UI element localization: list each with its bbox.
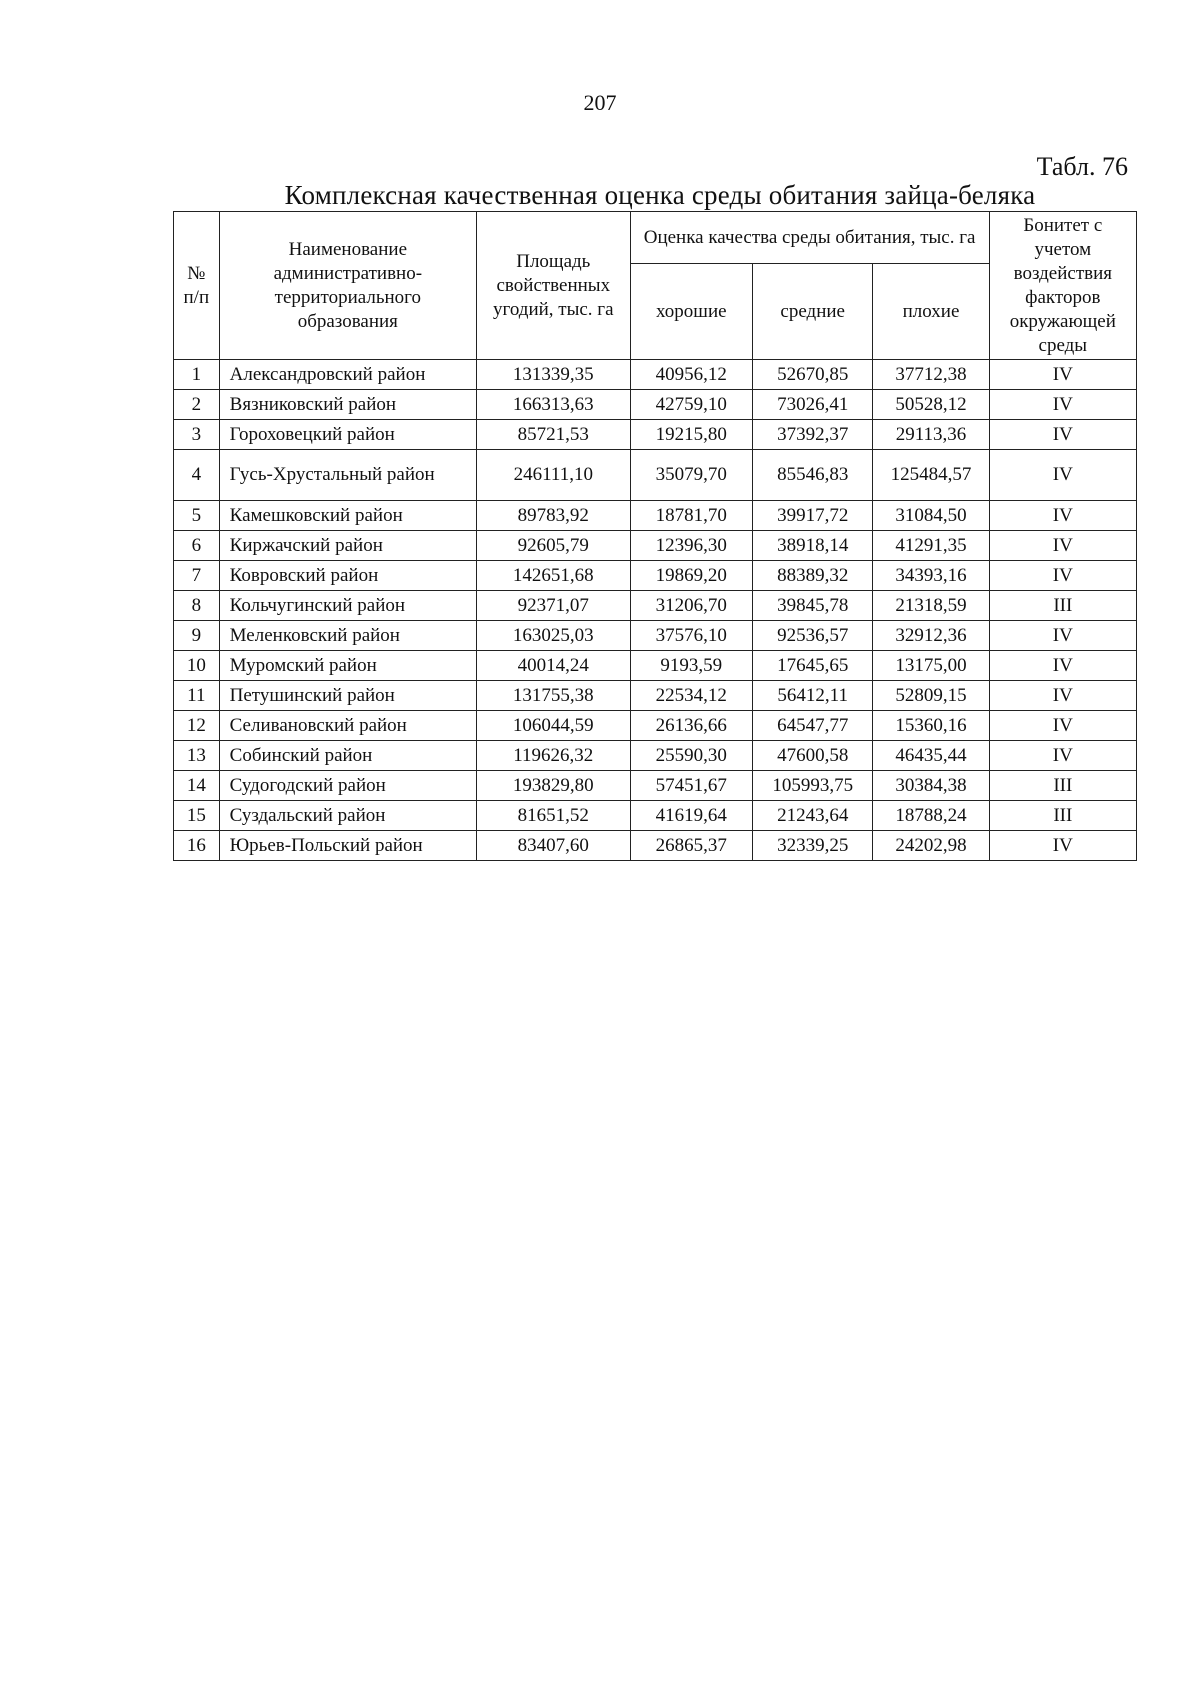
table-row <box>174 711 1137 741</box>
cell-name: Александровский район <box>219 360 476 390</box>
cell-num: 6 <box>174 531 220 561</box>
cell-name: Киржачский район <box>219 531 476 561</box>
cell-num: 5 <box>174 501 220 531</box>
cell-bonitet: IV <box>989 501 1136 531</box>
cell-good: 19215,80 <box>630 420 752 450</box>
cell-medium: 47600,58 <box>753 741 873 771</box>
cell-name: Петушинский район <box>219 681 476 711</box>
cell-medium: 85546,83 <box>753 450 873 501</box>
cell-medium: 32339,25 <box>753 831 873 861</box>
table-row <box>174 771 1137 801</box>
cell-area: 92605,79 <box>477 531 631 561</box>
cell-bonitet: III <box>989 771 1136 801</box>
cell-bonitet: IV <box>989 390 1136 420</box>
cell-num: 16 <box>174 831 220 861</box>
cell-medium: 52670,85 <box>753 360 873 390</box>
cell-medium: 37392,37 <box>753 420 873 450</box>
cell-area: 166313,63 <box>477 390 631 420</box>
cell-area: 246111,10 <box>477 450 631 501</box>
cell-name: Вязниковский район <box>219 390 476 420</box>
cell-bad: 30384,38 <box>873 771 989 801</box>
cell-good: 12396,30 <box>630 531 752 561</box>
cell-bad: 31084,50 <box>873 501 989 531</box>
cell-good: 22534,12 <box>630 681 752 711</box>
cell-area: 142651,68 <box>477 561 631 591</box>
cell-bonitet: IV <box>989 651 1136 681</box>
cell-bonitet: IV <box>989 741 1136 771</box>
cell-num: 2 <box>174 390 220 420</box>
cell-num: 7 <box>174 561 220 591</box>
cell-good: 9193,59 <box>630 651 752 681</box>
table-body <box>174 360 1137 861</box>
cell-area: 40014,24 <box>477 651 631 681</box>
cell-name: Селивановский район <box>219 711 476 741</box>
cell-bonitet: IV <box>989 831 1136 861</box>
table-row <box>174 801 1137 831</box>
cell-medium: 92536,57 <box>753 621 873 651</box>
cell-medium: 38918,14 <box>753 531 873 561</box>
cell-num: 8 <box>174 591 220 621</box>
table-row <box>174 681 1137 711</box>
cell-bonitet: IV <box>989 420 1136 450</box>
cell-name: Камешковский район <box>219 501 476 531</box>
table-row <box>174 651 1137 681</box>
table-title: Комплексная качественная оценка среды обитания зайца-беляка <box>284 180 1036 210</box>
cell-num: 12 <box>174 711 220 741</box>
cell-good: 41619,64 <box>630 801 752 831</box>
cell-name: Меленковский район <box>219 621 476 651</box>
cell-medium: 88389,32 <box>753 561 873 591</box>
cell-bad: 15360,16 <box>873 711 989 741</box>
table-header <box>174 212 1137 360</box>
cell-area: 89783,92 <box>477 501 631 531</box>
cell-bonitet: III <box>989 591 1136 621</box>
table-row <box>174 390 1137 420</box>
cell-num: 1 <box>174 360 220 390</box>
cell-bad: 18788,24 <box>873 801 989 831</box>
cell-medium: 73026,41 <box>753 390 873 420</box>
table-row <box>174 621 1137 651</box>
cell-good: 57451,67 <box>630 771 752 801</box>
cell-area: 131755,38 <box>477 681 631 711</box>
cell-medium: 39845,78 <box>753 591 873 621</box>
header-quality-group: Оценка качества среды обитания, тыс. га <box>630 212 989 264</box>
cell-medium: 64547,77 <box>753 711 873 741</box>
table-row <box>174 420 1137 450</box>
cell-bonitet: IV <box>989 450 1136 501</box>
cell-medium: 105993,75 <box>753 771 873 801</box>
cell-medium: 17645,65 <box>753 651 873 681</box>
cell-num: 9 <box>174 621 220 651</box>
cell-bad: 21318,59 <box>873 591 989 621</box>
table-row <box>174 741 1137 771</box>
header-bad: плохие <box>873 264 989 360</box>
cell-area: 92371,07 <box>477 591 631 621</box>
cell-good: 35079,70 <box>630 450 752 501</box>
cell-medium: 56412,11 <box>753 681 873 711</box>
table-row <box>174 591 1137 621</box>
cell-bonitet: IV <box>989 561 1136 591</box>
cell-area: 119626,32 <box>477 741 631 771</box>
cell-bonitet: IV <box>989 681 1136 711</box>
table-row <box>174 501 1137 531</box>
cell-name: Муромский район <box>219 651 476 681</box>
cell-bad: 125484,57 <box>873 450 989 501</box>
habitat-quality-table <box>173 211 1137 861</box>
cell-bonitet: IV <box>989 360 1136 390</box>
cell-medium: 39917,72 <box>753 501 873 531</box>
cell-good: 19869,20 <box>630 561 752 591</box>
cell-bad: 24202,98 <box>873 831 989 861</box>
cell-good: 40956,12 <box>630 360 752 390</box>
cell-name: Собинский район <box>219 741 476 771</box>
table-row <box>174 531 1137 561</box>
cell-bonitet: IV <box>989 531 1136 561</box>
cell-name: Ковровский район <box>219 561 476 591</box>
cell-num: 11 <box>174 681 220 711</box>
cell-good: 18781,70 <box>630 501 752 531</box>
cell-num: 13 <box>174 741 220 771</box>
table-reference: Табл. 76 <box>1036 152 1128 181</box>
cell-name: Гусь-Хрустальный район <box>219 450 476 501</box>
cell-bad: 37712,38 <box>873 360 989 390</box>
cell-name: Кольчугинский район <box>219 591 476 621</box>
cell-name: Судогодский район <box>219 771 476 801</box>
cell-good: 25590,30 <box>630 741 752 771</box>
cell-name: Гороховецкий район <box>219 420 476 450</box>
cell-area: 85721,53 <box>477 420 631 450</box>
cell-bonitet: III <box>989 801 1136 831</box>
header-num: № п/п <box>174 212 220 360</box>
cell-bad: 52809,15 <box>873 681 989 711</box>
cell-area: 83407,60 <box>477 831 631 861</box>
page-number: 207 <box>583 90 617 115</box>
header-medium: средние <box>753 264 873 360</box>
header-area: Площадь свойственных угодий, тыс. га <box>477 212 631 360</box>
cell-name: Юрьев-Польский район <box>219 831 476 861</box>
cell-bad: 32912,36 <box>873 621 989 651</box>
cell-area: 193829,80 <box>477 771 631 801</box>
cell-bad: 46435,44 <box>873 741 989 771</box>
table-row <box>174 450 1137 501</box>
cell-bad: 13175,00 <box>873 651 989 681</box>
cell-num: 4 <box>174 450 220 501</box>
cell-num: 15 <box>174 801 220 831</box>
table-row <box>174 561 1137 591</box>
cell-bad: 34393,16 <box>873 561 989 591</box>
cell-good: 26865,37 <box>630 831 752 861</box>
cell-bad: 50528,12 <box>873 390 989 420</box>
cell-bonitet: IV <box>989 621 1136 651</box>
header-name: Наименование административно-территориального образования <box>219 212 476 360</box>
cell-good: 42759,10 <box>630 390 752 420</box>
cell-area: 163025,03 <box>477 621 631 651</box>
table-row <box>174 360 1137 390</box>
header-good: хорошие <box>630 264 752 360</box>
table-row <box>174 831 1137 861</box>
cell-bad: 41291,35 <box>873 531 989 561</box>
cell-num: 14 <box>174 771 220 801</box>
cell-bad: 29113,36 <box>873 420 989 450</box>
header-bonitet: Бонитет с учетом воздействия факторов окружающей среды <box>989 212 1136 360</box>
cell-num: 3 <box>174 420 220 450</box>
cell-num: 10 <box>174 651 220 681</box>
cell-medium: 21243,64 <box>753 801 873 831</box>
cell-good: 31206,70 <box>630 591 752 621</box>
cell-good: 37576,10 <box>630 621 752 651</box>
cell-area: 81651,52 <box>477 801 631 831</box>
cell-area: 131339,35 <box>477 360 631 390</box>
cell-good: 26136,66 <box>630 711 752 741</box>
cell-bonitet: IV <box>989 711 1136 741</box>
cell-area: 106044,59 <box>477 711 631 741</box>
cell-name: Суздальский район <box>219 801 476 831</box>
